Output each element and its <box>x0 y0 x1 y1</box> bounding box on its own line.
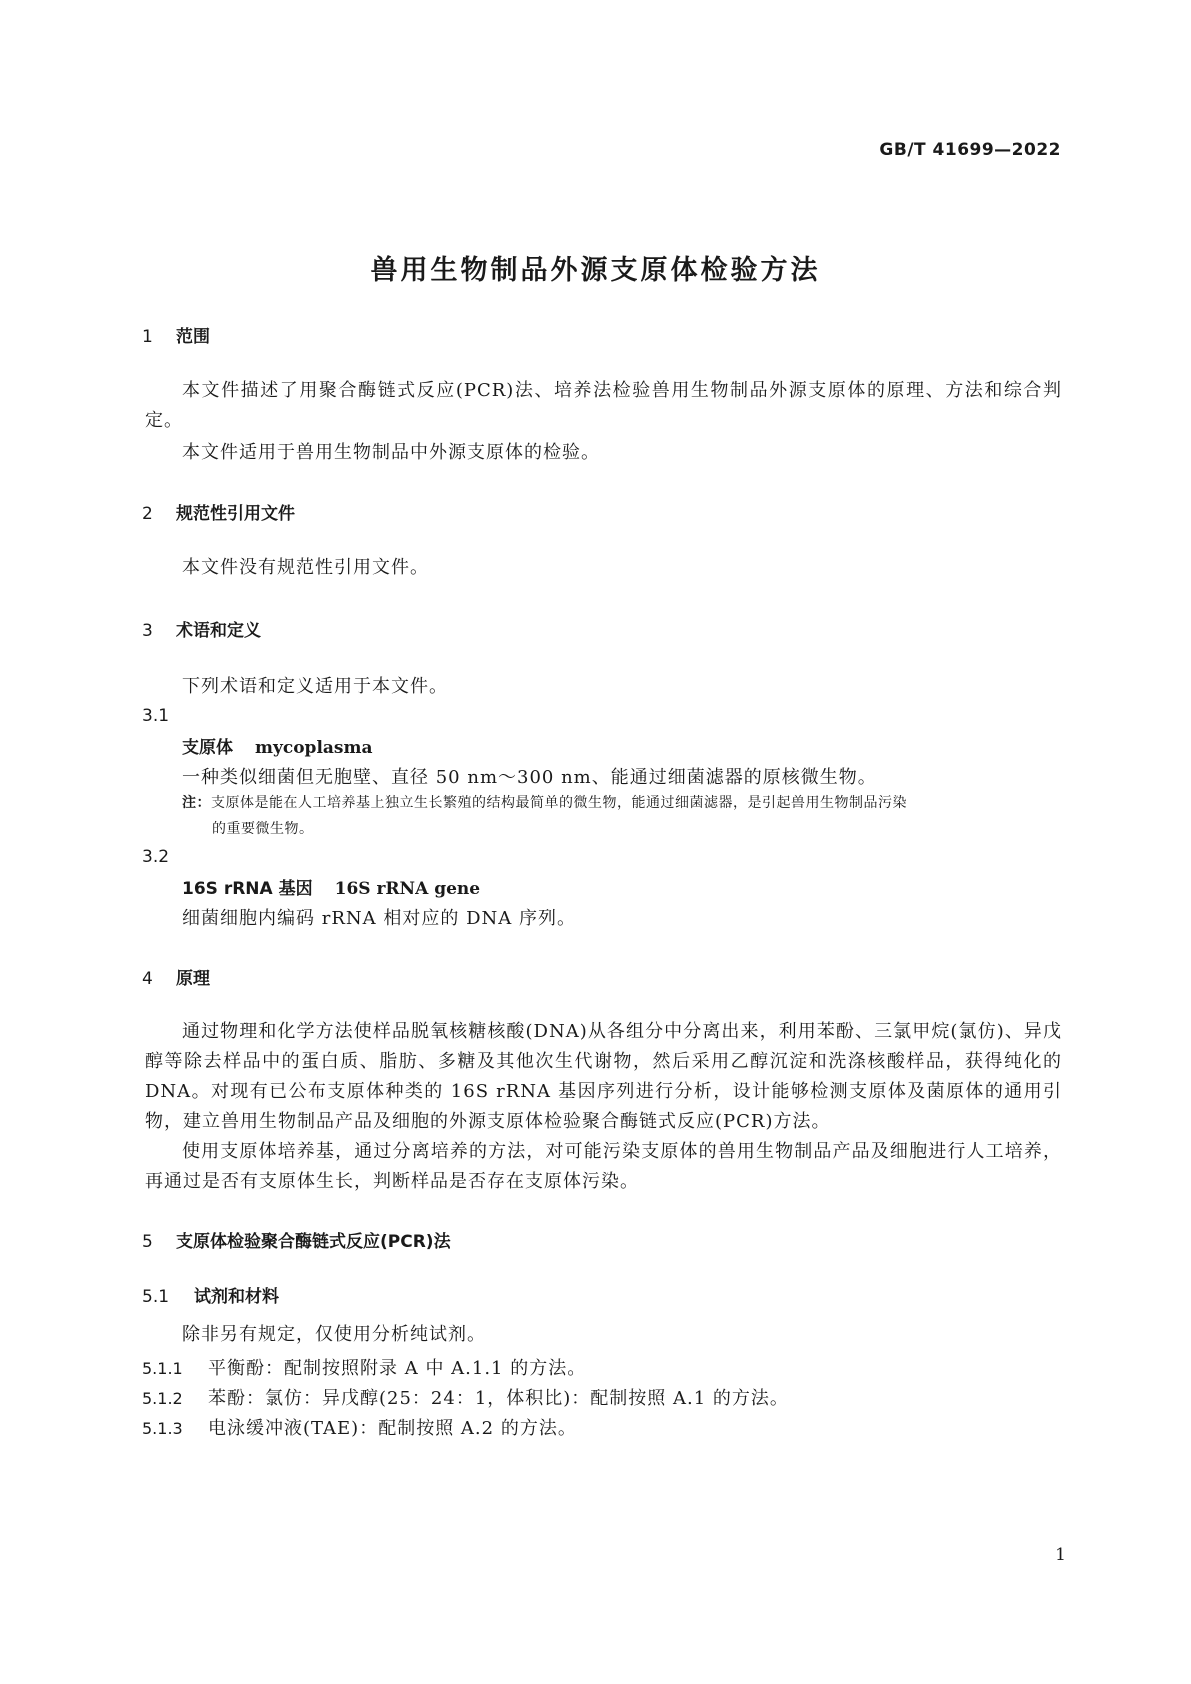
term-chinese: 支原体 <box>182 738 233 758</box>
list-item <box>142 1414 577 1440</box>
term-number-3-2: 3.2 <box>142 847 170 867</box>
term-3-1 <box>182 733 373 758</box>
section-5-1-paragraph-1: 除非另有规定，仅使用分析纯试剂。 <box>182 1324 486 1345</box>
section-title: 试剂和材料 <box>194 1287 279 1307</box>
note-text-line-1: 支原体是能在人工培养基上独立生长繁殖的结构最简单的微生物，能通过细菌滤器，是引起兽用生物制品污染 <box>211 795 907 811</box>
item-number: 5.1.1 <box>142 1359 183 1378</box>
term-3-1-note <box>182 790 1062 842</box>
section-4-heading <box>142 964 210 989</box>
list-item <box>142 1384 789 1410</box>
section-title: 范围 <box>176 327 210 347</box>
section-number: 5.1 <box>142 1287 170 1307</box>
section-5-1-heading <box>142 1282 279 1307</box>
term-3-1-definition: 一种类似细菌但无胞壁、直径 50 nm～300 nm、能通过细菌滤器的原核微生物。 <box>182 767 877 788</box>
section-number: 1 <box>142 327 153 347</box>
section-3-paragraph-1: 下列术语和定义适用于本文件。 <box>182 676 448 697</box>
item-text: 电泳缓冲液(TAE)：配制按照 A.2 的方法。 <box>208 1418 577 1439</box>
note-label: 注： <box>182 795 211 811</box>
item-text: 苯酚：氯仿：异戊醇(25：24：1，体积比)：配制按照 A.1 的方法。 <box>208 1388 789 1409</box>
term-english: 16S rRNA gene <box>334 879 481 899</box>
section-1-heading <box>142 322 210 347</box>
term-english: mycoplasma <box>255 738 373 758</box>
page-title: 兽用生物制品外源支原体检验方法 <box>370 255 821 286</box>
section-title: 原理 <box>176 969 210 989</box>
section-5-heading <box>142 1227 451 1252</box>
note-text-line-2: 的重要微生物。 <box>212 821 314 837</box>
item-number: 5.1.2 <box>142 1389 183 1408</box>
section-title: 术语和定义 <box>176 621 261 641</box>
document-number: GB/T 41699—2022 <box>879 140 1061 160</box>
section-4-paragraph-2: 使用支原体培养基，通过分离培养的方法，对可能污染支原体的兽用生物制品产品及细胞进行人工培养，再通过是否有支原体生长，判断样品是否存在支原体污染。 <box>145 1141 1062 1192</box>
section-number: 4 <box>142 969 153 989</box>
item-text: 平衡酚：配制按照附录 A 中 A.1.1 的方法。 <box>208 1358 587 1379</box>
section-4-paragraph-1: 通过物理和化学方法使样品脱氧核糖核酸(DNA)从各组分中分离出来，利用苯酚、三氯甲烷(氯仿)、异戊醇等除去样品中的蛋白质、脂肪、多糖及其他次生代谢物，然后采用乙醇沉淀和洗涤核酸样品，获得纯化的 DNA。对现有已公布支原体种类的 16S rRNA 基因序列进行分析，设计能够检测支原体及菌原体的通用引物，建立兽用生物制品产品及细胞的外源支原体检验聚合酶链式反应(PCR)方法。 <box>145 1021 1062 1132</box>
term-chinese: 16S rRNA 基因 <box>182 879 313 899</box>
section-2-paragraph-1: 本文件没有规范性引用文件。 <box>182 557 429 578</box>
section-2-heading <box>142 499 295 524</box>
item-number: 5.1.3 <box>142 1419 183 1438</box>
list-item <box>142 1354 586 1380</box>
section-1-paragraph-1: 本文件描述了用聚合酶链式反应(PCR)法、培养法检验兽用生物制品外源支原体的原理、方法和综合判定。 <box>145 380 1062 431</box>
section-number: 3 <box>142 621 153 641</box>
section-title: 支原体检验聚合酶链式反应(PCR)法 <box>176 1232 451 1252</box>
section-3-heading <box>142 616 261 641</box>
section-number: 5 <box>142 1232 153 1252</box>
page-number: 1 <box>1055 1545 1066 1565</box>
term-3-2 <box>182 874 480 899</box>
section-title: 规范性引用文件 <box>176 504 295 524</box>
term-3-2-definition: 细菌细胞内编码 rRNA 相对应的 DNA 序列。 <box>182 908 576 929</box>
section-number: 2 <box>142 504 153 524</box>
section-1-paragraph-2: 本文件适用于兽用生物制品中外源支原体的检验。 <box>182 442 600 463</box>
term-number-3-1: 3.1 <box>142 706 170 726</box>
